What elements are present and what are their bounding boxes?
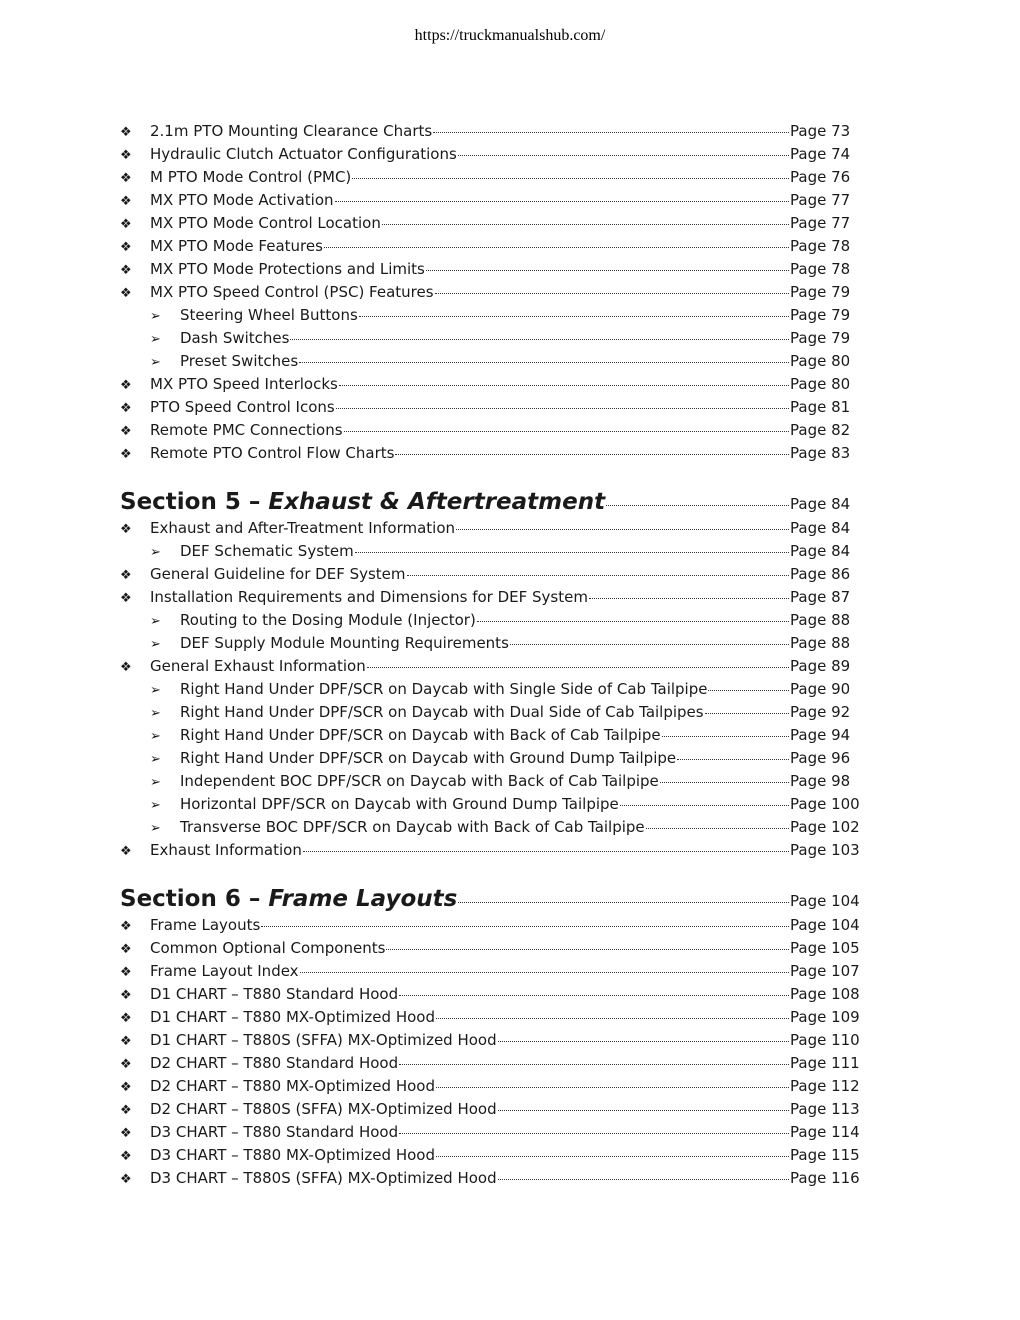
entry-page-number: Page 98	[790, 772, 851, 790]
toc-entry[interactable]	[120, 1052, 860, 1075]
entry-title: Horizontal DPF/SCR on Daycab with Ground Dump Tailpipe	[180, 795, 619, 813]
entry-page-number: Page 92	[790, 703, 851, 721]
dot-leader	[303, 851, 789, 852]
dot-leader	[399, 1133, 789, 1134]
arrow-bullet-icon: ➢	[150, 752, 161, 767]
diamond-bullet-icon: ❖	[120, 125, 132, 140]
entry-page-number: Page 86	[790, 565, 851, 583]
toc-subentry[interactable]	[120, 701, 860, 724]
entry-page-number: Page 88	[790, 611, 851, 629]
entry-page-number: Page 79	[790, 329, 851, 347]
entry-title: D1 CHART – T880S (SFFA) MX-Optimized Hood	[150, 1031, 497, 1049]
entry-page-number: Page 89	[790, 657, 851, 675]
entry-title: Remote PMC Connections	[150, 421, 343, 439]
table-of-contents	[120, 120, 860, 1190]
toc-entry[interactable]	[120, 1075, 860, 1098]
toc-entry[interactable]	[120, 120, 860, 143]
toc-entry[interactable]	[120, 1006, 860, 1029]
entry-page-number: Page 105	[790, 939, 860, 957]
dot-leader	[433, 132, 789, 133]
diamond-bullet-icon: ❖	[120, 286, 132, 301]
diamond-bullet-icon: ❖	[120, 1080, 132, 1095]
entry-page-number: Page 112	[790, 1077, 860, 1095]
section-heading[interactable]	[120, 487, 860, 517]
arrow-bullet-icon: ➢	[150, 309, 161, 324]
diamond-bullet-icon: ❖	[120, 919, 132, 934]
entry-page-number: Page 90	[790, 680, 851, 698]
entry-title: Installation Requirements and Dimensions for DEF System	[150, 588, 588, 606]
diamond-bullet-icon: ❖	[120, 942, 132, 957]
toc-subentry[interactable]	[120, 350, 860, 373]
toc-entry[interactable]	[120, 212, 860, 235]
arrow-bullet-icon: ➢	[150, 706, 161, 721]
entry-page-number: Page 80	[790, 352, 851, 370]
toc-subentry[interactable]	[120, 304, 860, 327]
entry-title: MX PTO Speed Interlocks	[150, 375, 338, 393]
entry-title: General Guideline for DEF System	[150, 565, 406, 583]
diamond-bullet-icon: ❖	[120, 660, 132, 675]
section-title	[120, 884, 457, 914]
dot-leader	[426, 270, 789, 271]
entry-title: Dash Switches	[180, 329, 290, 347]
entry-page-number: Page 88	[790, 634, 851, 652]
header-url: https://truckmanualshub.com/	[414, 27, 606, 44]
dot-leader	[386, 949, 789, 950]
toc-entry[interactable]	[120, 517, 860, 540]
entry-title: Exhaust and After-Treatment Information	[150, 519, 456, 537]
entry-title: 2.1m PTO Mounting Clearance Charts	[150, 122, 433, 140]
entry-title: Transverse BOC DPF/SCR on Daycab with Back of Cab Tailpipe	[180, 818, 645, 836]
toc-subentry[interactable]	[120, 747, 860, 770]
toc-subentry[interactable]	[120, 678, 860, 701]
entry-title: D2 CHART – T880 MX-Optimized Hood	[150, 1077, 435, 1095]
entry-page-number: Page 108	[790, 985, 860, 1003]
toc-entry[interactable]	[120, 1121, 860, 1144]
dot-leader	[620, 805, 789, 806]
entry-page-number: Page 109	[790, 1008, 860, 1026]
diamond-bullet-icon: ❖	[120, 522, 132, 537]
arrow-bullet-icon: ➢	[150, 683, 161, 698]
toc-entry[interactable]	[120, 1098, 860, 1121]
toc-entry[interactable]	[120, 586, 860, 609]
entry-page-number: Page 77	[790, 214, 851, 232]
entry-page-number: Page 84	[790, 542, 851, 560]
entry-title: Right Hand Under DPF/SCR on Daycab with Dual Side of Cab Tailpipes	[180, 703, 704, 721]
entry-title: D2 CHART – T880S (SFFA) MX-Optimized Hood	[150, 1100, 497, 1118]
entry-page-number: Page 114	[790, 1123, 860, 1141]
section-prefix: Section 5 –	[120, 489, 269, 515]
dot-leader	[261, 926, 789, 927]
diamond-bullet-icon: ❖	[120, 568, 132, 583]
entry-page-number: Page 77	[790, 191, 851, 209]
diamond-bullet-icon: ❖	[120, 1172, 132, 1187]
entry-page-number: Page 73	[790, 122, 851, 140]
toc-entry[interactable]	[120, 1167, 860, 1190]
entry-title: DEF Supply Module Mounting Requirements	[180, 634, 509, 652]
arrow-bullet-icon: ➢	[150, 355, 161, 370]
dot-leader	[399, 995, 789, 996]
toc-subentry[interactable]	[120, 540, 860, 563]
dot-leader	[456, 529, 789, 530]
dot-leader	[458, 902, 789, 903]
entry-title: D3 CHART – T880 Standard Hood	[150, 1123, 399, 1141]
toc-entry[interactable]	[120, 960, 860, 983]
toc-subentry[interactable]	[120, 770, 860, 793]
dot-leader	[344, 431, 789, 432]
entry-page-number: Page 79	[790, 306, 851, 324]
dot-leader	[646, 828, 789, 829]
toc-entry[interactable]	[120, 189, 860, 212]
toc-subentry[interactable]	[120, 724, 860, 747]
diamond-bullet-icon: ❖	[120, 401, 132, 416]
dot-leader	[435, 293, 789, 294]
dot-leader	[510, 644, 789, 645]
dot-leader	[382, 224, 789, 225]
entry-title: D1 CHART – T880 MX-Optimized Hood	[150, 1008, 435, 1026]
dot-leader	[458, 155, 789, 156]
entry-page-number: Page 110	[790, 1031, 860, 1049]
diamond-bullet-icon: ❖	[120, 988, 132, 1003]
diamond-bullet-icon: ❖	[120, 1011, 132, 1026]
entry-page-number: Page 78	[790, 260, 851, 278]
toc-entry[interactable]	[120, 937, 860, 960]
diamond-bullet-icon: ❖	[120, 591, 132, 606]
diamond-bullet-icon: ❖	[120, 240, 132, 255]
entry-title: Steering Wheel Buttons	[180, 306, 358, 324]
entry-title: D1 CHART – T880 Standard Hood	[150, 985, 399, 1003]
dot-leader	[660, 782, 789, 783]
toc-entry[interactable]	[120, 419, 860, 442]
toc-subentry[interactable]	[120, 327, 860, 350]
section-name: Frame Layouts	[268, 886, 458, 912]
dot-leader	[336, 408, 789, 409]
arrow-bullet-icon: ➢	[150, 729, 161, 744]
entry-page-number: Page 96	[790, 749, 851, 767]
entry-title: MX PTO Mode Control Location	[150, 214, 381, 232]
dot-leader	[436, 1018, 789, 1019]
dot-leader	[300, 972, 789, 973]
entry-title: Hydraulic Clutch Actuator Configurations	[150, 145, 457, 163]
diamond-bullet-icon: ❖	[120, 447, 132, 462]
dot-leader	[498, 1110, 789, 1111]
dot-leader	[352, 178, 789, 179]
dot-leader	[399, 1064, 789, 1065]
entry-page-number: Page 104	[790, 916, 860, 934]
diamond-bullet-icon: ❖	[120, 217, 132, 232]
dot-leader	[589, 598, 789, 599]
entry-page-number: Page 102	[790, 818, 860, 836]
entry-title: Exhaust Information	[150, 841, 302, 859]
diamond-bullet-icon: ❖	[120, 965, 132, 980]
toc-entry[interactable]	[120, 258, 860, 281]
dot-leader	[407, 575, 789, 576]
dot-leader	[290, 339, 789, 340]
dot-leader	[359, 316, 789, 317]
section-name: Exhaust & Aftertreatment	[268, 489, 606, 515]
entry-page-number: Page 111	[790, 1054, 860, 1072]
dot-leader	[367, 667, 789, 668]
diamond-bullet-icon: ❖	[120, 378, 132, 393]
entry-page-number: Page 113	[790, 1100, 860, 1118]
dot-leader	[335, 201, 789, 202]
dot-leader	[677, 759, 789, 760]
diamond-bullet-icon: ❖	[120, 194, 132, 209]
toc-entry[interactable]	[120, 655, 860, 678]
section-page-number: Page 104	[790, 892, 860, 910]
section-title	[120, 487, 605, 517]
arrow-bullet-icon: ➢	[150, 775, 161, 790]
toc-entry[interactable]	[120, 1029, 860, 1052]
entry-page-number: Page 78	[790, 237, 851, 255]
entry-title: Preset Switches	[180, 352, 299, 370]
entry-page-number: Page 82	[790, 421, 851, 439]
dot-leader	[498, 1179, 789, 1180]
entry-title: MX PTO Mode Activation	[150, 191, 334, 209]
dot-leader	[606, 505, 789, 506]
dot-leader	[299, 362, 789, 363]
diamond-bullet-icon: ❖	[120, 844, 132, 859]
diamond-bullet-icon: ❖	[120, 171, 132, 186]
entry-page-number: Page 103	[790, 841, 860, 859]
toc-subentry[interactable]	[120, 793, 860, 816]
dot-leader	[708, 690, 789, 691]
dot-leader	[477, 621, 789, 622]
dot-leader	[436, 1087, 789, 1088]
diamond-bullet-icon: ❖	[120, 424, 132, 439]
entry-page-number: Page 80	[790, 375, 851, 393]
entry-page-number: Page 76	[790, 168, 851, 186]
toc-subentry[interactable]	[120, 632, 860, 655]
entry-title: Remote PTO Control Flow Charts	[150, 444, 395, 462]
entry-page-number: Page 74	[790, 145, 851, 163]
entry-page-number: Page 116	[790, 1169, 860, 1187]
entry-page-number: Page 100	[790, 795, 860, 813]
toc-entry[interactable]	[120, 563, 860, 586]
arrow-bullet-icon: ➢	[150, 637, 161, 652]
diamond-bullet-icon: ❖	[120, 148, 132, 163]
entry-page-number: Page 115	[790, 1146, 860, 1164]
diamond-bullet-icon: ❖	[120, 263, 132, 278]
entry-title: M PTO Mode Control (PMC)	[150, 168, 352, 186]
entry-title: MX PTO Mode Protections and Limits	[150, 260, 425, 278]
toc-entry[interactable]	[120, 166, 860, 189]
toc-entry[interactable]	[120, 983, 860, 1006]
entry-title: Right Hand Under DPF/SCR on Daycab with Back of Cab Tailpipe	[180, 726, 661, 744]
diamond-bullet-icon: ❖	[120, 1057, 132, 1072]
entry-title: D2 CHART – T880 Standard Hood	[150, 1054, 399, 1072]
entry-page-number: Page 107	[790, 962, 860, 980]
entry-title: D3 CHART – T880 MX-Optimized Hood	[150, 1146, 435, 1164]
section-page-number: Page 84	[790, 495, 851, 513]
dot-leader	[355, 552, 789, 553]
diamond-bullet-icon: ❖	[120, 1149, 132, 1164]
entry-title: Right Hand Under DPF/SCR on Daycab with Ground Dump Tailpipe	[180, 749, 677, 767]
entry-title: Frame Layout Index	[150, 962, 299, 980]
toc-subentry[interactable]	[120, 609, 860, 632]
toc-entry[interactable]	[120, 442, 860, 465]
diamond-bullet-icon: ❖	[120, 1126, 132, 1141]
entry-page-number: Page 81	[790, 398, 851, 416]
arrow-bullet-icon: ➢	[150, 821, 161, 836]
section-heading[interactable]	[120, 884, 860, 914]
toc-entry[interactable]	[120, 373, 860, 396]
entry-title: Frame Layouts	[150, 916, 261, 934]
entry-page-number: Page 94	[790, 726, 851, 744]
entry-title: Right Hand Under DPF/SCR on Daycab with Single Side of Cab Tailpipe	[180, 680, 708, 698]
dot-leader	[662, 736, 789, 737]
toc-entry[interactable]	[120, 914, 860, 937]
arrow-bullet-icon: ➢	[150, 545, 161, 560]
entry-title: MX PTO Speed Control (PSC) Features	[150, 283, 434, 301]
toc-entry[interactable]	[120, 143, 860, 166]
entry-page-number: Page 87	[790, 588, 851, 606]
entry-title: D3 CHART – T880S (SFFA) MX-Optimized Hood	[150, 1169, 497, 1187]
dot-leader	[339, 385, 789, 386]
entry-title: MX PTO Mode Features	[150, 237, 323, 255]
arrow-bullet-icon: ➢	[150, 614, 161, 629]
toc-entry[interactable]	[120, 235, 860, 258]
diamond-bullet-icon: ❖	[120, 1034, 132, 1049]
toc-entry[interactable]	[120, 839, 860, 862]
entry-page-number: Page 84	[790, 519, 851, 537]
entry-title: Routing to the Dosing Module (Injector)	[180, 611, 476, 629]
entry-page-number: Page 79	[790, 283, 851, 301]
section-prefix: Section 6 –	[120, 886, 269, 912]
dot-leader	[436, 1156, 789, 1157]
arrow-bullet-icon: ➢	[150, 798, 161, 813]
toc-entry[interactable]	[120, 281, 860, 304]
dot-leader	[705, 713, 789, 714]
entry-title: General Exhaust Information	[150, 657, 366, 675]
entry-title: Common Optional Components	[150, 939, 386, 957]
dot-leader	[395, 454, 789, 455]
toc-entry[interactable]	[120, 1144, 860, 1167]
arrow-bullet-icon: ➢	[150, 332, 161, 347]
dot-leader	[498, 1041, 789, 1042]
toc-subentry[interactable]	[120, 816, 860, 839]
entry-title: PTO Speed Control Icons	[150, 398, 335, 416]
entry-title: Independent BOC DPF/SCR on Daycab with Back of Cab Tailpipe	[180, 772, 659, 790]
diamond-bullet-icon: ❖	[120, 1103, 132, 1118]
entry-title: DEF Schematic System	[180, 542, 354, 560]
dot-leader	[324, 247, 789, 248]
entry-page-number: Page 83	[790, 444, 851, 462]
toc-entry[interactable]	[120, 396, 860, 419]
